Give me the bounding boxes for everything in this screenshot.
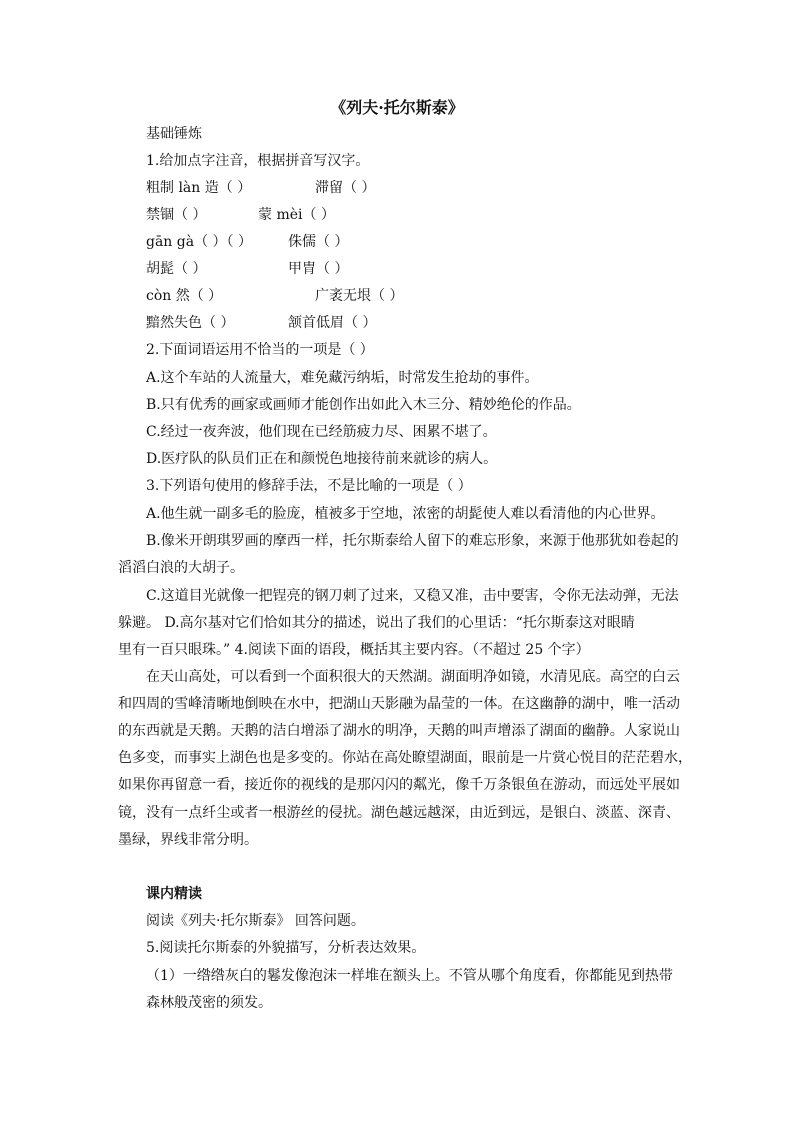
q1-item: 胡髭（ ） xyxy=(146,261,207,277)
q1-item: 禁锢（ ） xyxy=(146,207,207,223)
q3-option-b-cont: 滔滔白浪的大胡子。 xyxy=(118,560,244,576)
passage-line: 色多变，而事实上湖色也是多变的。你站在高处瞭望湖面，眼前是一片赏心悦目的茫茫碧水， xyxy=(118,750,692,766)
q1-item: 广袤无垠（ ） xyxy=(315,288,404,304)
q3-option-a: A.他生就一副多毛的脸庞，植被多于空地，浓密的胡髭使人难以看清他的内心世界。 xyxy=(146,506,665,522)
passage-line: 镜，没有一点纤尘或者一根游丝的侵扰。湖色越远越深，由近到远，是银白、淡蓝、深青、 xyxy=(118,805,680,821)
q2-option-a: A.这个车站的人流量大，难免藏污纳垢，时常发生抢劫的事件。 xyxy=(146,370,539,386)
question-5-prompt: 5.阅读托尔斯泰的外貌描写，分析表达效果。 xyxy=(146,940,426,956)
q3-option-d-q4: 里有一百只眼珠。” 4.阅读下面的语段，概括其主要内容。（不超过 25 个字） xyxy=(118,642,590,658)
question-2-prompt: 2.下面词语运用不恰当的一项是（ ） xyxy=(146,342,374,358)
question-3-prompt: 3.下列语句使用的修辞手法，不是比喻的一项是（ ） xyxy=(146,478,472,494)
q1-item: 侏儒（ ） xyxy=(288,234,349,250)
q3-option-c: C.这道目光就像一把锃亮的钢刀刺了过来，又稳又准，击中要害，令你无法动弹，无法 xyxy=(146,588,679,604)
q1-item: còn 然（ ） xyxy=(146,288,223,304)
document-title: 《列夫·托尔斯泰》 xyxy=(330,98,464,117)
passage-line: 如果你再留意一看，接近你的视线的是那闪闪的粼光，像千万条银鱼在游动，而远处平展如 xyxy=(118,777,680,793)
q1-item: 甲胄（ ） xyxy=(288,261,349,277)
q1-item: 黯然失色（ ） xyxy=(146,315,235,331)
passage-line: 的东西就是天鹅。天鹅的洁白增添了湖水的明净，天鹅的叫声增添了湖面的幽静。人家说山 xyxy=(118,723,680,739)
section-heading-reading: 课内精读 xyxy=(146,886,202,902)
passage-line: 墨绿，界线非常分明。 xyxy=(118,832,258,848)
question-1-prompt: 1.给加点字注音，根据拼音写汉字。 xyxy=(146,153,370,169)
q2-option-c: C.经过一夜奔波，他们现在已经筋疲力尽、困累不堪了。 xyxy=(146,424,497,440)
q1-item: 滞留（ ） xyxy=(315,180,376,196)
q1-item: 颔首低眉（ ） xyxy=(288,315,377,331)
q3-option-b: B.像米开朗琪罗画的摩西一样，托尔斯泰给人留下的难忘形象，来源于他那犹如卷起的 xyxy=(146,533,679,549)
q2-option-d: D.医疗队的队员们正在和颜悦色地接待前来就诊的病人。 xyxy=(146,451,498,467)
q5-sub-1: （1）一绺绺灰白的鬈发像泡沫一样堆在额头上。不管从哪个角度看，你都能见到热带 xyxy=(146,968,673,984)
q1-item: 粗制 làn 造（ ） xyxy=(146,180,252,196)
q3-option-c-d: 躲避。 D.高尔基对它们恰如其分的描述，说出了我们的心里话：“托尔斯泰这对眼睛 xyxy=(118,615,635,631)
passage-line: 在天山高处，可以看到一个面积很大的天然湖。湖面明净如镜，水清见底。高空的白云 xyxy=(146,669,680,685)
passage-line: 和四周的雪峰清晰地倒映在水中，把湖山天影融为晶莹的一体。在这幽静的湖中，唯一活动 xyxy=(118,696,680,712)
q1-item: gān gà（ ）（ ） xyxy=(146,234,252,250)
section-heading-basic: 基础锤炼 xyxy=(146,126,202,142)
q1-item: 蒙 mèi（ ） xyxy=(258,207,335,223)
q2-option-b: B.只有优秀的画家或画师才能创作出如此入木三分、精妙绝伦的作品。 xyxy=(146,397,581,413)
q5-sub-1-cont: 森林般茂密的须发。 xyxy=(146,995,272,1011)
reading-intro: 阅读《列夫·托尔斯泰》 回答问题。 xyxy=(146,913,365,929)
